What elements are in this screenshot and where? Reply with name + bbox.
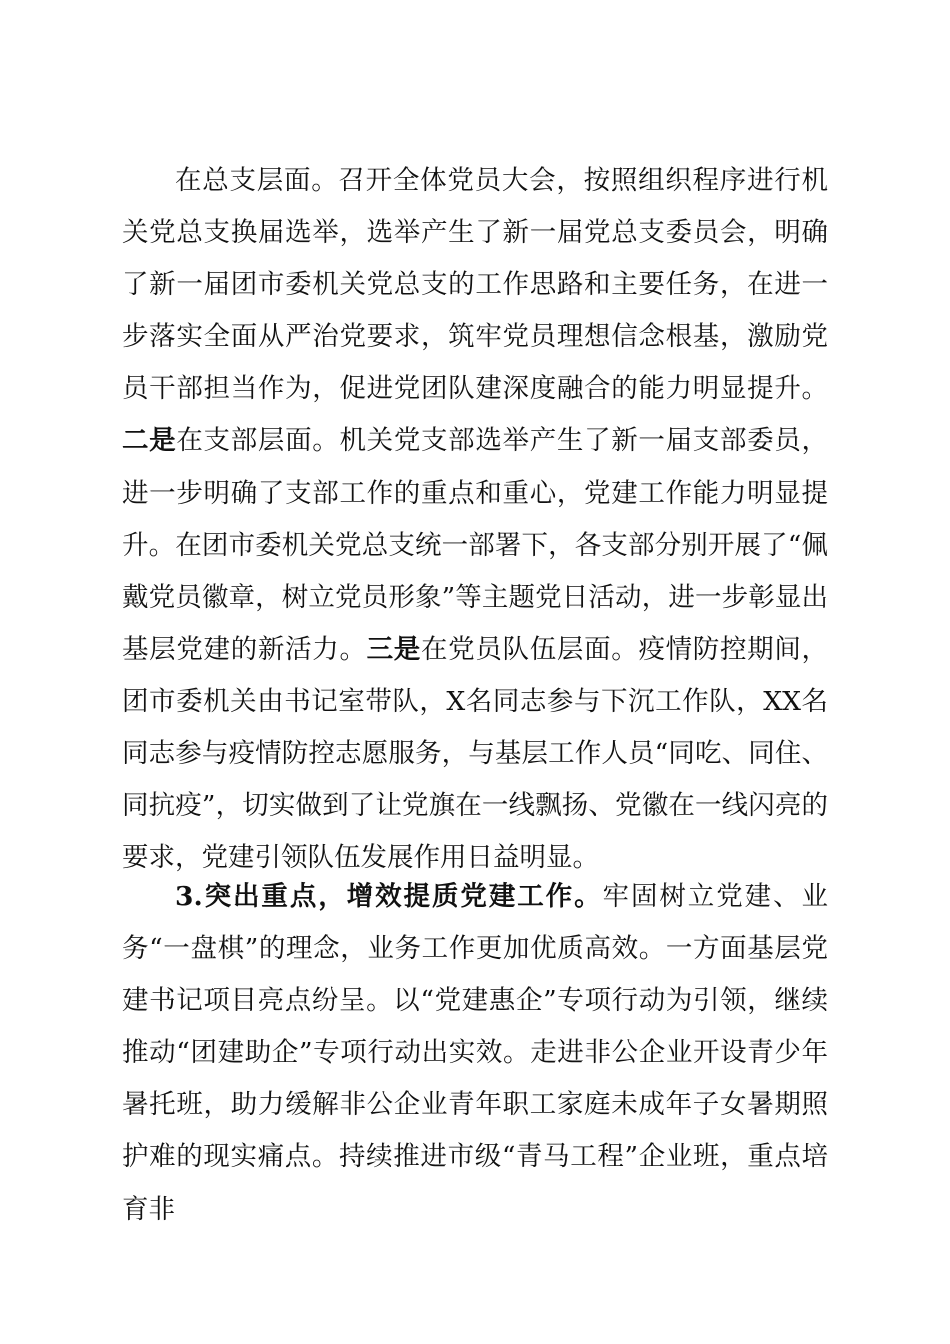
point-three-text: 在党员队伍层面。疫情防控期间，团市委机关由书记室带队，X名同志参与下沉工作队，XX名同志参与疫情防控志愿服务，与基层工作人员“同吃、同住、同抗疫”，切实做到了让党旗在一线飘扬、党徽在一线闪亮的要求，党建引领队伍发展作用日益明显。 [122,633,829,874]
document-body-upper [122,155,828,884]
document-body-lower [122,871,828,1236]
point-two-marker: 二是 [122,425,177,457]
paragraph-section-3 [122,871,828,1236]
point-two-text: 在支部层面。机关党支部选举产生了新一届支部委员，进一步明确了支部工作的重点和重心，党建工作能力明显提升。在团市委机关党总支统一部署下，各支部分别开展了“佩戴党员徽章，树立党员形象”等主题党日活动，进一步彰显出基层党建的新活力。 [122,425,829,665]
section-3-heading: 3.突出重点，增效提质党建工作。 [175,881,603,912]
paragraph-party-levels [122,155,828,884]
paragraph-lead-text: 在总支层面。召开全体党员大会，按照组织程序进行机关党总支换届选举，选举产生了新一届党总支委员会，明确了新一届团市委机关党总支的工作思路和主要任务，在进一步落实全面从严治党要求，筑牢党员理想信念根基，激励党员干部担当作为，促进党团队建深度融合的能力明显提升。 [122,165,828,405]
section-3-body: 牢固树立党建、业务“一盘棋”的理念，业务工作更加优质高效。一方面基层党建书记项目亮点纷呈。以“党建惠企”专项行动为引领，继续推动“团建助企”专项行动出实效。走进非公企业开设青少年暑托班，助力缓解非公企业青年职工家庭未成年子女暑期照护难的现实痛点。持续推进市级“青马工程”企业班，重点培育非 [122,881,828,1225]
point-three-marker: 三是 [366,633,421,665]
